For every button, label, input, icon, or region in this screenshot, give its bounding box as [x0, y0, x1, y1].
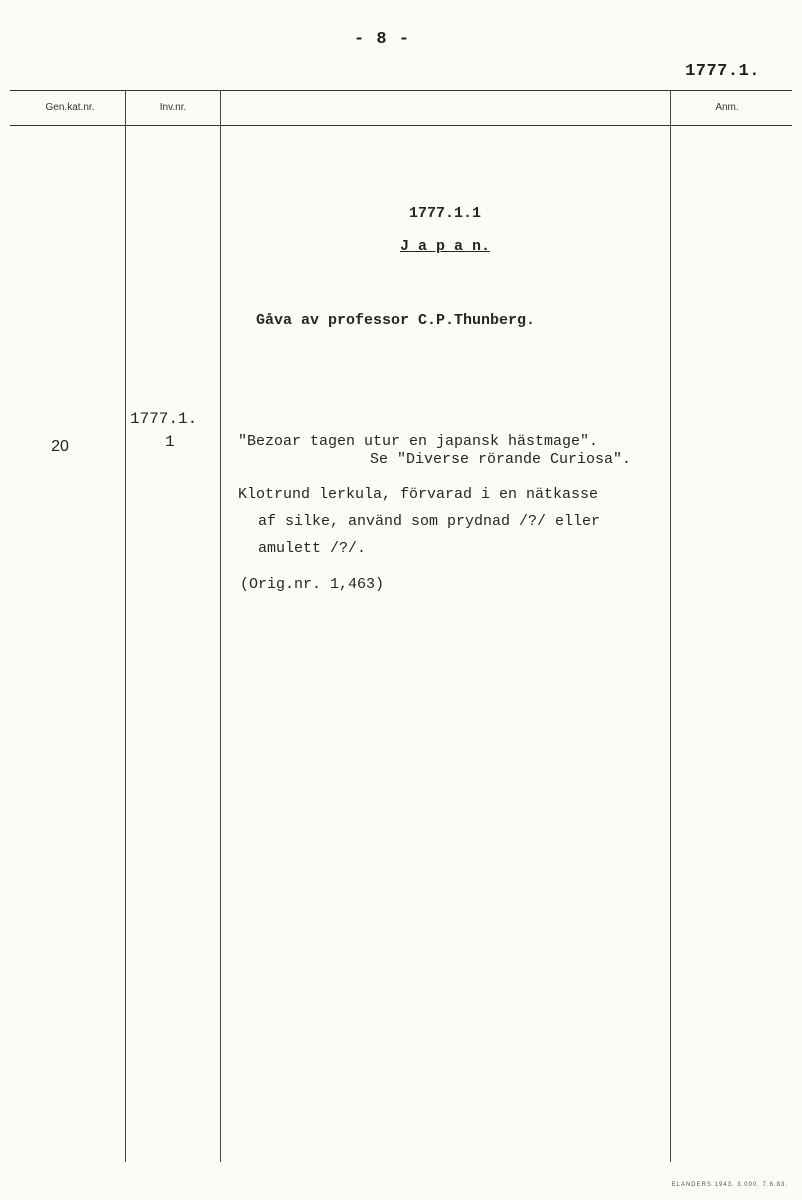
page-number: - 8 - — [353, 30, 410, 49]
entry-code: 1777.1.1 — [408, 205, 481, 222]
header-catalog-code: 1777.1. — [685, 62, 760, 81]
column-divider-1 — [125, 90, 126, 1162]
original-number: (Orig.nr. 1,463) — [240, 576, 385, 593]
inv-nr-line-2: 1 — [165, 433, 175, 451]
column-header-gen-kat-nr: Gen.kat.nr. — [45, 102, 95, 113]
column-header-anm: Anm. — [715, 102, 739, 113]
entry-description-line-1: Klotrund lerkula, förvarad i en nätkasse — [238, 486, 599, 503]
inv-nr-line-1: 1777.1. — [130, 410, 198, 428]
header-rule — [10, 125, 792, 126]
column-header-inv-nr: Inv.nr. — [159, 102, 187, 113]
top-rule — [10, 90, 792, 91]
printer-footer: ELANDERS 1943. 3.000. 7.6.83. — [671, 1182, 788, 1188]
entry-title-line-2: Se "Diverse rörande Curiosa". — [370, 451, 632, 468]
entry-donation: Gåva av professor C.P.Thunberg. — [256, 312, 536, 329]
entry-description-line-3: amulett /?/. — [258, 540, 367, 557]
entry-description-line-2: af silke, använd som prydnad /?/ eller — [258, 513, 601, 530]
gen-kat-nr-value: 20 — [51, 438, 69, 455]
entry-title-line-1: "Bezoar tagen utur en japansk hästmage". — [238, 433, 599, 450]
entry-country: J a p a n. — [399, 238, 490, 255]
column-divider-3 — [670, 90, 671, 1162]
